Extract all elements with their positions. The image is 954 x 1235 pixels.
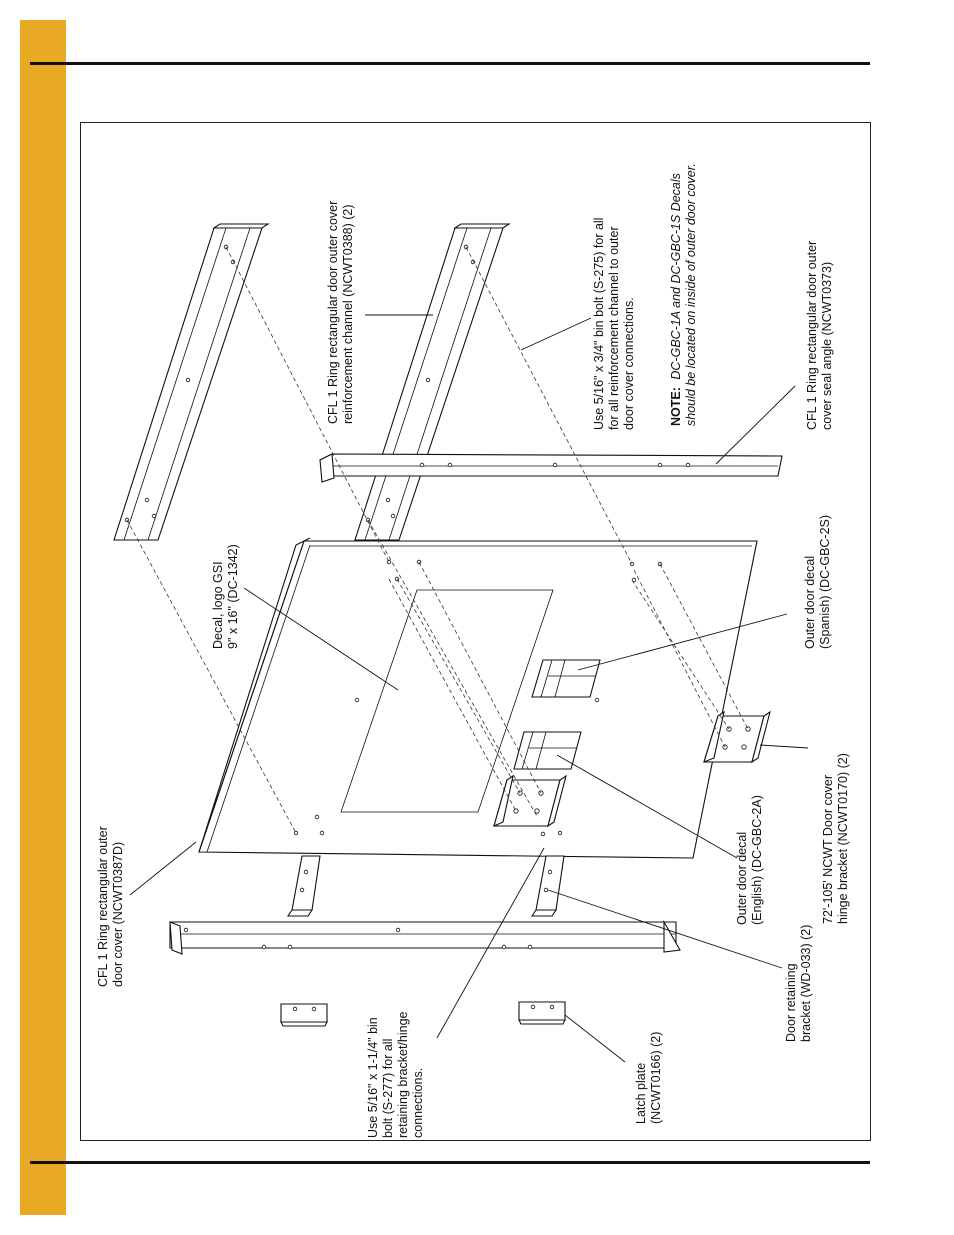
- callout-bolt-127-line1: Use 5/16" x 1-1/4" bin: [366, 1017, 380, 1138]
- callout-seal-angle: [805, 241, 834, 430]
- callout-door-cover: [96, 826, 125, 987]
- note-line1: DC-GBC-1A and DC-GBC-1S Decals: [669, 173, 683, 380]
- callout-hinge-bracket: [821, 753, 850, 924]
- svg-text:NOTE: DC-GBC-1A and DC-G: [669, 173, 683, 426]
- callout-seal-angle-line1: CFL 1 Ring rectangular door outer: [805, 240, 819, 430]
- callout-bolt-34: [592, 218, 636, 430]
- callout-latch-plate-line2: (NCWT0166) (2): [649, 1031, 663, 1124]
- callout-hinge-bracket-line1: 72'-105' NCWT Door cover: [821, 774, 835, 924]
- callout-decal-spanish-line1: Outer door decal: [803, 555, 817, 649]
- callout-bolt-127-line2: bolt (S-277) for all: [381, 1038, 395, 1138]
- callout-reinforcement-channel: [326, 201, 355, 424]
- retaining-bracket-upper: [288, 856, 320, 916]
- callout-decal-logo-line2: 9" x 16" (DC-1342): [226, 544, 240, 649]
- callout-decal-spanish: [803, 515, 832, 649]
- callout-retaining-bracket-line2: bracket (WD-033) (2): [799, 924, 813, 1042]
- reinforcement-channel-upper: [114, 224, 268, 540]
- callout-bolt-34-line1: Use 5/16" x 3/4" bin bolt (S-275) for all: [592, 217, 606, 430]
- callout-seal-angle-line2: cover seal angle (NCWT0373): [820, 261, 834, 430]
- callout-door-cover-line2: door cover (NCWT0387D): [111, 841, 125, 987]
- callout-decal-logo: [211, 544, 240, 649]
- latch-plate-upper: [281, 1004, 327, 1026]
- callout-reinforcement-channel-line1: CFL 1 Ring rectangular door outer cover: [326, 200, 340, 424]
- callout-decal-english-line2: (English) (DC-GBC-2A): [750, 795, 764, 925]
- outer-door-cover-panel: [199, 538, 757, 858]
- spanish-decal: [532, 660, 600, 697]
- callout-bolt-127-line3: retaining bracket/hinge: [396, 1011, 410, 1138]
- callout-retaining-bracket: [784, 925, 813, 1042]
- callout-bolt-34-line3: door cover connections.: [622, 297, 636, 430]
- callout-reinforcement-channel-line2: reinforcement channel (NCWT0388) (2): [341, 204, 355, 424]
- callout-retaining-bracket-line1: Door retaining: [784, 963, 798, 1042]
- latch-plate-lower: [519, 1002, 565, 1024]
- callout-bolt-127-line4: connections.: [411, 1067, 425, 1138]
- callout-bolt-127: [366, 1011, 425, 1138]
- callout-bolt-34-line2: for all reinforcement channel to outer: [607, 226, 621, 430]
- retaining-bracket-lower: [532, 856, 564, 916]
- callout-decal-spanish-line2: (Spanish) (DC-GBC-2S): [818, 514, 832, 649]
- reinforcement-channel-lower: [355, 224, 509, 540]
- door-bottom-angle: [170, 922, 680, 954]
- callout-latch-plate-line1: Latch plate: [634, 1062, 648, 1124]
- note-line2: should be located on inside of outer door cover.: [684, 163, 698, 426]
- callout-decal-logo-line1: Decal, logo GSI: [211, 561, 225, 649]
- callout-hinge-bracket-line2: hinge bracket (NCWT0170) (2): [836, 753, 850, 924]
- callout-decal-english-line1: Outer door decal: [735, 831, 749, 925]
- note-label: NOTE:: [669, 387, 683, 426]
- callout-latch-plate: [634, 1032, 663, 1124]
- callout-decal-english: [735, 795, 764, 925]
- callout-note: [669, 163, 698, 426]
- callout-door-cover-line1: CFL 1 Ring rectangular outer: [96, 826, 110, 987]
